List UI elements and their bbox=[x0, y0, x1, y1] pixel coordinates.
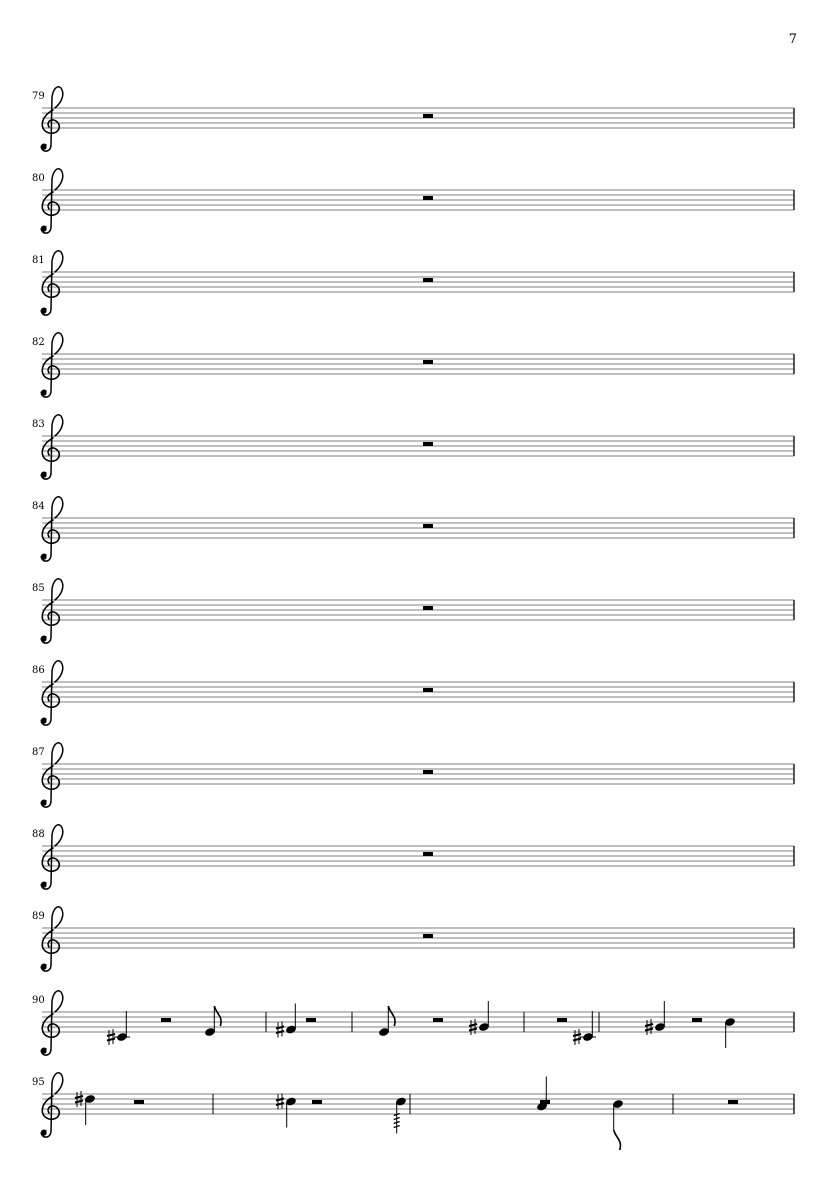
staff-system bbox=[32, 1073, 794, 1150]
staff-system bbox=[32, 661, 794, 725]
measure-number: 79 bbox=[32, 91, 45, 102]
measure-number: 85 bbox=[32, 583, 45, 594]
half-rest bbox=[423, 196, 433, 200]
measure-number: 87 bbox=[32, 747, 45, 758]
half-rest bbox=[306, 1018, 316, 1022]
staff-system bbox=[32, 251, 794, 315]
sharp-sign bbox=[276, 1094, 284, 1110]
half-rest bbox=[423, 360, 433, 364]
half-rest bbox=[728, 1100, 738, 1104]
half-rest bbox=[423, 934, 433, 938]
half-rest bbox=[423, 688, 433, 692]
staff-system bbox=[32, 825, 794, 889]
half-rest bbox=[692, 1018, 702, 1022]
measure-number: 80 bbox=[32, 173, 45, 184]
measure-number: 95 bbox=[32, 1077, 45, 1088]
half-rest bbox=[423, 278, 433, 282]
note-flag bbox=[214, 1006, 221, 1026]
staff-system bbox=[32, 907, 794, 971]
half-rest bbox=[423, 524, 433, 528]
staff-system bbox=[32, 579, 794, 643]
half-rest bbox=[423, 442, 433, 446]
staff-system bbox=[32, 991, 794, 1055]
measure-number: 90 bbox=[32, 995, 45, 1006]
staff-system bbox=[32, 497, 794, 561]
half-rest bbox=[557, 1018, 567, 1022]
tremolo-stroke bbox=[394, 1118, 400, 1120]
note-flag bbox=[388, 1006, 395, 1026]
half-rest bbox=[423, 114, 433, 118]
half-rest bbox=[423, 606, 433, 610]
sharp-sign bbox=[573, 1029, 581, 1045]
half-rest bbox=[161, 1018, 171, 1022]
measure-number: 82 bbox=[32, 337, 45, 348]
staff-system bbox=[32, 415, 794, 479]
measure-number: 83 bbox=[32, 419, 45, 430]
staff-system bbox=[32, 87, 794, 151]
measure-number: 86 bbox=[32, 665, 45, 676]
note-flag bbox=[614, 1130, 621, 1150]
staff-system bbox=[32, 169, 794, 233]
sharp-sign bbox=[107, 1029, 115, 1045]
page-number: 7 bbox=[788, 32, 797, 47]
sharp-sign bbox=[276, 1022, 284, 1038]
staff-system bbox=[32, 743, 794, 807]
half-rest bbox=[423, 852, 433, 856]
measure-number: 84 bbox=[32, 501, 45, 512]
half-rest bbox=[134, 1100, 144, 1104]
measure-number: 88 bbox=[32, 829, 45, 840]
staff-system bbox=[32, 333, 794, 397]
half-rest bbox=[540, 1100, 550, 1104]
half-rest bbox=[312, 1100, 322, 1104]
measure-number: 81 bbox=[32, 255, 45, 266]
measure-number: 89 bbox=[32, 911, 45, 922]
half-rest bbox=[433, 1018, 443, 1022]
half-rest bbox=[423, 770, 433, 774]
tremolo-stroke bbox=[394, 1122, 400, 1124]
tremolo-stroke bbox=[394, 1126, 400, 1128]
